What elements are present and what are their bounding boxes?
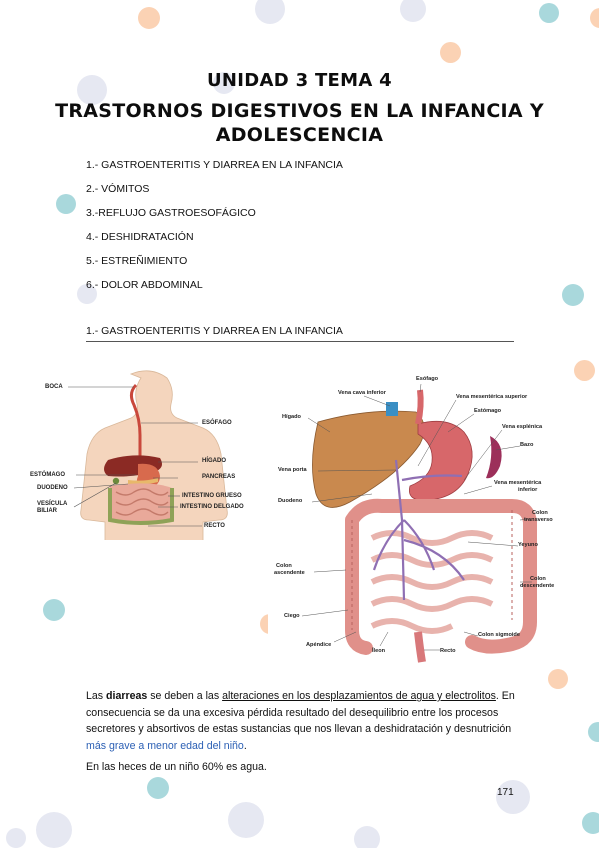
label-colon-transverso: Colon xyxy=(532,510,548,516)
label-recto-r: Recto xyxy=(440,648,456,654)
label-vena-mes-inf-2: inferior xyxy=(518,487,538,493)
decor-dot xyxy=(582,812,599,834)
para-text: Las xyxy=(86,690,107,702)
decor-dot xyxy=(228,802,264,838)
topic-item: 5.- ESTREÑIMIENTO xyxy=(86,255,188,267)
decor-dot xyxy=(255,0,285,24)
para-text: . xyxy=(243,739,247,752)
topic-item: 2.- VÓMITOS xyxy=(86,183,150,195)
label-estomago: ESTÓMAGO xyxy=(30,472,66,478)
decor-dot xyxy=(588,722,599,742)
label-vena-esplenica: Vena esplénica xyxy=(502,424,543,430)
para-highlight: más grave a menor edad del niño xyxy=(86,739,244,752)
decor-dot xyxy=(56,194,76,214)
label-duodeno: DUODENO xyxy=(37,485,68,491)
abdominal-organs-illustration xyxy=(268,370,558,666)
label-higado: HÍGADO xyxy=(202,458,226,464)
label-esofago-r: Esófago xyxy=(416,376,439,382)
label-vena-porta: Vena porta xyxy=(278,467,307,473)
page-title-line2: ADOLESCENCIA xyxy=(215,124,384,146)
page-title xyxy=(0,99,599,147)
decor-dot xyxy=(574,360,595,381)
topic-item: 6.- DOLOR ABDOMINAL xyxy=(86,279,203,291)
decor-dot xyxy=(590,8,599,28)
decor-dot xyxy=(6,828,26,848)
decor-dot xyxy=(36,812,72,848)
section-heading: 1.- GASTROENTERITIS Y DIARREA EN LA INFANCIA xyxy=(86,325,343,337)
para-term: diarreas xyxy=(106,690,148,702)
label-vena-mes-inf: Vena mesentérica xyxy=(494,480,542,486)
decor-dot xyxy=(562,284,584,306)
abdominal-organs-figure xyxy=(268,370,558,666)
decor-dot xyxy=(43,599,65,621)
label-intestino-grueso: INTESTINO GRUESO xyxy=(182,493,242,499)
topic-item: 4.- DESHIDRATACIÓN xyxy=(86,231,194,243)
label-colon-ascendente-2: ascendente xyxy=(274,570,305,576)
label-vena-cava: Vena cava inferior xyxy=(338,390,386,396)
page-title-line1: TRASTORNOS DIGESTIVOS EN LA INFANCIA Y xyxy=(55,100,544,122)
label-pancreas: PANCREAS xyxy=(202,474,236,480)
label-colon-ascendente: Colon xyxy=(276,563,292,569)
para-text: . En consecuencia se da una excesiva pérdida resultado del desequilibrio entre los procesos secretores y absortivos de estas sustancias que nos llevan a deshidratación y desnutrición xyxy=(86,690,515,735)
section-divider xyxy=(86,341,514,342)
label-estomago-r: Estómago xyxy=(474,408,502,414)
decor-dot xyxy=(354,826,380,848)
para-underlined: alteraciones en los desplazamientos de agua y electrolitos xyxy=(222,690,496,702)
label-colon-transverso-2: transverso xyxy=(524,517,553,523)
label-bazo: Bazo xyxy=(520,442,534,448)
digestive-system-figure xyxy=(28,368,268,540)
decor-dot xyxy=(548,669,568,689)
label-recto: RECTO xyxy=(204,523,225,529)
body-paragraph-2: En las heces de un niño 60% es agua. xyxy=(86,761,267,773)
decor-dot xyxy=(400,0,426,22)
topic-item: 1.- GASTROENTERITIS Y DIARREA EN LA INFANCIA xyxy=(86,159,343,171)
label-boca: BOCA xyxy=(45,384,63,390)
decor-dot xyxy=(138,7,160,29)
label-duodeno-r: Duodeno xyxy=(278,498,303,504)
label-intestino-delgado: INTESTINO DELGADO xyxy=(180,504,244,510)
body-paragraph xyxy=(86,688,522,754)
label-colon-descendente: Colon xyxy=(530,576,546,582)
label-biliar: BILIAR xyxy=(37,508,57,514)
page-number: 171 xyxy=(497,787,514,798)
decor-dot xyxy=(539,3,559,23)
digestive-system-illustration xyxy=(28,368,268,540)
decor-dot xyxy=(147,777,169,799)
label-higado-r: Hígado xyxy=(282,414,301,420)
label-vena-mes-sup: Vena mesentérica superior xyxy=(456,394,528,400)
label-ciego: Ciego xyxy=(284,613,300,619)
topic-list xyxy=(86,157,343,301)
unit-title: UNIDAD 3 TEMA 4 xyxy=(207,70,392,91)
para-text: se deben a las xyxy=(147,690,223,702)
label-ileon: Íleon xyxy=(372,648,386,654)
label-apendice: Apéndice xyxy=(306,642,332,648)
decor-dot xyxy=(440,42,461,63)
label-colon-descendente-2: descendente xyxy=(520,583,555,589)
label-yeyuno: Yeyuno xyxy=(518,542,538,548)
label-vesicula: VESÍCULA xyxy=(37,501,68,507)
topic-item: 3.-REFLUJO GASTROESOFÁGICO xyxy=(86,207,256,219)
label-esofago: ESÓFAGO xyxy=(202,420,232,426)
label-colon-sigmoide: Colon sigmoide xyxy=(478,632,520,638)
